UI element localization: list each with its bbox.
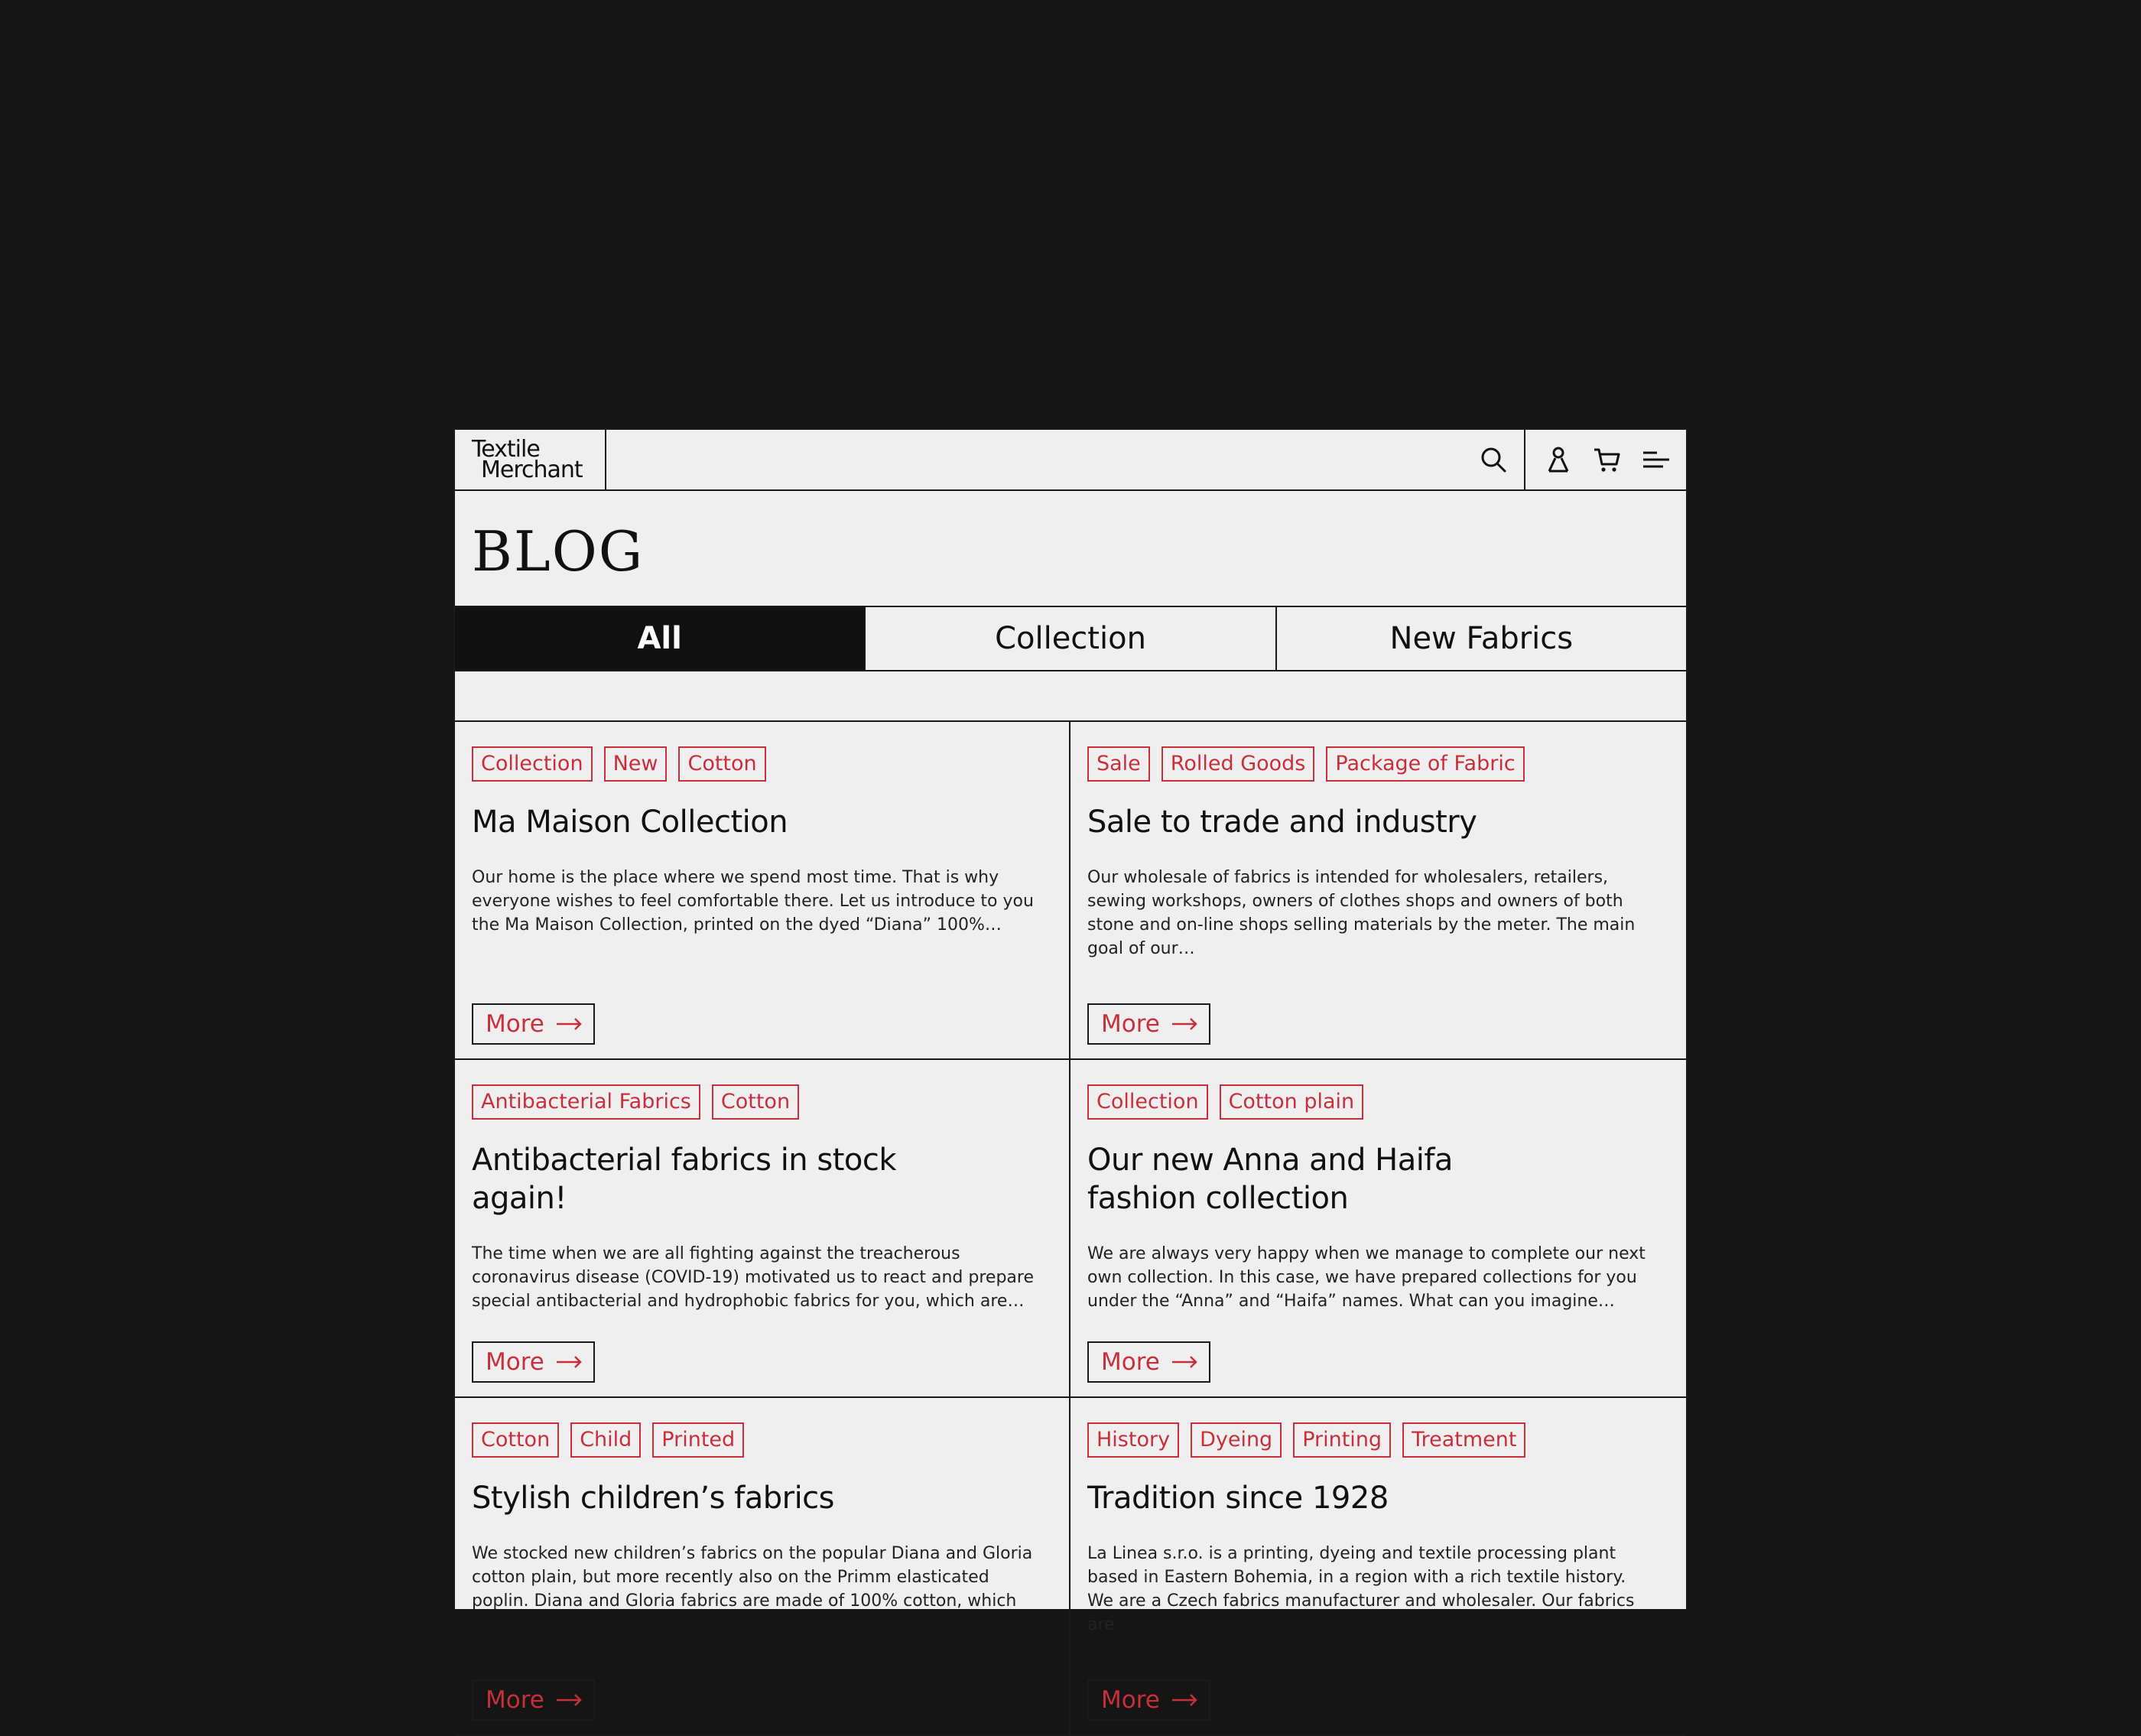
tag[interactable]: Cotton [678, 746, 765, 782]
account-button[interactable] [1542, 444, 1574, 476]
post-title[interactable]: Stylish children’s fabrics [472, 1481, 835, 1516]
blog-card [455, 1060, 1070, 1398]
logo-line1: Textile [472, 436, 540, 463]
cart-icon [1593, 446, 1622, 473]
tag[interactable]: Cotton [712, 1084, 799, 1120]
header-spacer [606, 430, 1463, 489]
tab-new-fabrics[interactable]: New Fabrics [1275, 607, 1686, 670]
post-excerpt: La Linea s.r.o. is a printing, dyeing and textile processing plant based in Eastern Bohemia, in a region with a rich textile history. We are a Czech fabrics manufacturer and wholesaler. Our fabrics are [1087, 1544, 1635, 1634]
more-button[interactable] [1087, 1341, 1210, 1383]
tag-list [1087, 746, 1669, 782]
more-button[interactable] [1087, 1679, 1210, 1721]
tag-list [1087, 1422, 1669, 1458]
blog-card [455, 1398, 1070, 1736]
tag[interactable]: Printed [652, 1422, 744, 1458]
tag[interactable]: Package of Fabric [1326, 746, 1524, 782]
tag-list [472, 1422, 1052, 1458]
cart-button[interactable] [1591, 444, 1623, 476]
tab-all[interactable]: All [455, 607, 864, 670]
tag[interactable]: Cotton [472, 1422, 559, 1458]
post-excerpt: We are always very happy when we manage to complete our next own collection. In this case, we have prepared collections for you under the “Anna” and “Haifa” names. What can you imagine… [1087, 1244, 1646, 1311]
arrow-right-icon [1171, 1693, 1198, 1707]
post-excerpt: We stocked new children’s fabrics on the popular Diana and Gloria cotton plain, but more recently also on the Primm elasticated poplin. Diana and Gloria fabrics are made of 100% cotton, which [472, 1544, 1033, 1611]
arrow-right-icon [1171, 1355, 1198, 1369]
page-title: BLOG [472, 519, 645, 584]
blog-grid [455, 722, 1686, 1736]
blog-card [1070, 1060, 1686, 1398]
tag[interactable]: Treatment [1402, 1422, 1525, 1458]
more-button[interactable] [472, 1341, 595, 1383]
post-excerpt: Our wholesale of fabrics is intended for wholesalers, retailers, sewing workshops, owners of clothes shops and owners of both stone and on-line shops selling materials by the meter. The main goal of our… [1087, 868, 1636, 958]
arrow-right-icon [555, 1355, 583, 1369]
tag[interactable]: Rolled Goods [1161, 746, 1315, 782]
search-icon [1479, 445, 1508, 474]
user-icon [1546, 446, 1571, 473]
tab-collection[interactable]: Collection [864, 607, 1275, 670]
tag[interactable]: Sale [1087, 746, 1150, 782]
more-label: More [486, 1010, 544, 1038]
tag[interactable]: New [604, 746, 668, 782]
page-header [455, 491, 1686, 607]
post-title[interactable]: Antibacterial fabrics in stock again! [472, 1143, 897, 1216]
post-title[interactable]: Our new Anna and Haifa fashion collection [1087, 1143, 1453, 1216]
search-button[interactable] [1463, 430, 1525, 489]
tag[interactable]: Child [570, 1422, 641, 1458]
app-frame [453, 428, 1688, 1714]
tag-list [472, 746, 1052, 782]
tag[interactable]: History [1087, 1422, 1179, 1458]
post-title[interactable]: Tradition since 1928 [1087, 1481, 1389, 1516]
more-button[interactable] [472, 1003, 595, 1045]
more-label: More [486, 1348, 544, 1376]
spacer-row [455, 671, 1686, 722]
blog-card [1070, 722, 1686, 1060]
tag[interactable]: Dyeing [1191, 1422, 1282, 1458]
logo-line2: Merchant [481, 457, 583, 483]
blog-card [455, 722, 1070, 1060]
more-label: More [1101, 1010, 1160, 1038]
tag[interactable]: Antibacterial Fabrics [472, 1084, 700, 1120]
post-excerpt: The time when we are all fighting against the treacherous coronavirus disease (COVID-19) motivated us to react and prepare special antibacterial and hydrophobic fabrics for you, which are… [472, 1244, 1034, 1311]
more-label: More [1101, 1348, 1160, 1376]
blog-card [1070, 1398, 1686, 1736]
tag[interactable]: Printing [1293, 1422, 1391, 1458]
tag[interactable]: Collection [472, 746, 593, 782]
tag[interactable]: Collection [1087, 1084, 1208, 1120]
arrow-right-icon [555, 1017, 583, 1031]
post-excerpt: Our home is the place where we spend most time. That is why everyone wishes to feel comfortable there. Let us introduce to you the Ma Maison Collection, printed on the dyed “Diana” 100%… [472, 868, 1034, 935]
post-title[interactable]: Sale to trade and industry [1087, 805, 1477, 840]
filter-tabs [455, 607, 1686, 671]
tag-list [1087, 1084, 1669, 1120]
tag-list [472, 1084, 1052, 1120]
menu-button[interactable] [1640, 444, 1672, 476]
more-label: More [1101, 1686, 1160, 1714]
tag[interactable]: Cotton plain [1220, 1084, 1364, 1120]
menu-icon [1642, 448, 1671, 471]
more-button[interactable] [1087, 1003, 1210, 1045]
header-actions [1525, 430, 1686, 489]
post-title[interactable]: Ma Maison Collection [472, 805, 788, 840]
site-header [455, 430, 1686, 491]
arrow-right-icon [1171, 1017, 1198, 1031]
more-label: More [486, 1686, 544, 1714]
arrow-right-icon [555, 1693, 583, 1707]
logo[interactable] [455, 430, 606, 489]
more-button[interactable] [472, 1679, 595, 1721]
